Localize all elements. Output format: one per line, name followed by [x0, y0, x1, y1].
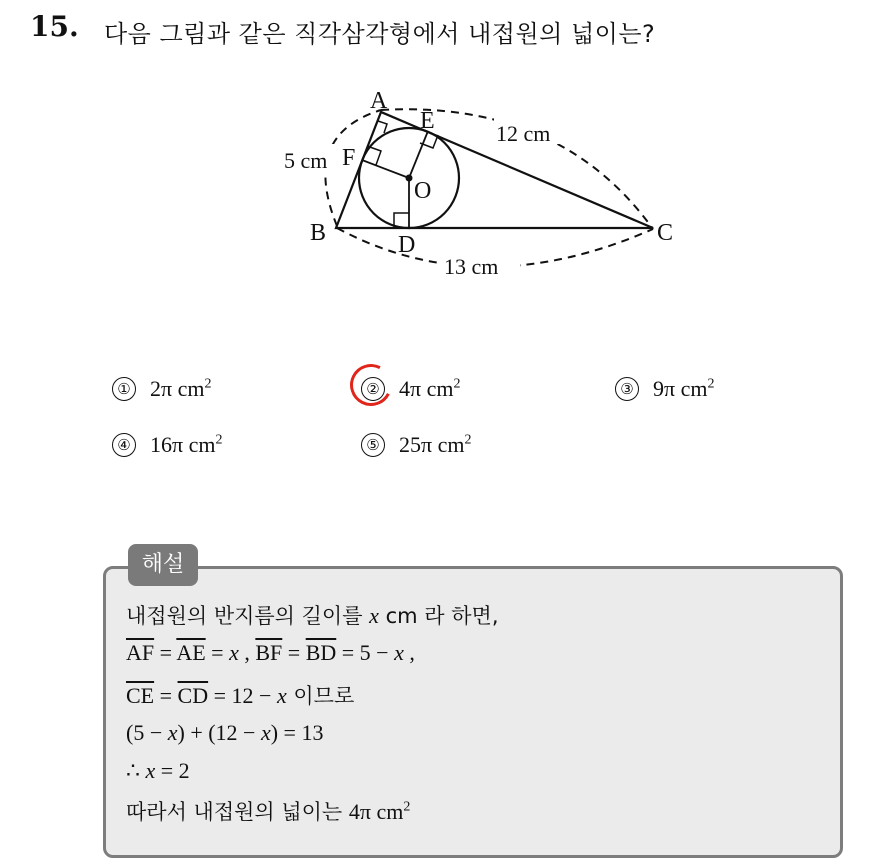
choice-number: ⑤ [361, 433, 385, 457]
choice-number: ② [361, 377, 385, 401]
choice-3[interactable] [615, 376, 714, 402]
choice-1[interactable] [112, 376, 211, 402]
label-b: B [310, 220, 327, 246]
answer-circle-mark [345, 359, 398, 412]
choice-number: ④ [112, 433, 136, 457]
radius-oe [409, 131, 428, 178]
choice-exponent: 2 [464, 432, 472, 448]
radius-of [362, 160, 409, 178]
choice-exponent: 2 [707, 376, 715, 392]
label-c: C [657, 220, 674, 246]
label-o: O [414, 178, 432, 204]
choice-number: ③ [615, 377, 639, 401]
solution-line-3: $\overline{CE} = \overline{CD} = 12 - x$ 이므로 [126, 683, 355, 708]
solution-line-5: ∴ x = 2 [126, 758, 190, 783]
solution-tag: 해설 [128, 544, 198, 586]
choice-value: 25π cm [399, 432, 465, 457]
right-angle-a [378, 121, 387, 133]
choice-value: 4π cm [399, 376, 454, 401]
choice-4[interactable] [112, 432, 222, 458]
question-number: 15. [30, 10, 79, 43]
solution-line-2: $\overline{AF} = \overline{AE} = x$ , $\overline{BF} = \overline{BD} = 5 - x$ , [126, 640, 415, 665]
center-o [406, 175, 413, 182]
choice-value: 16π cm [150, 432, 216, 457]
choice-exponent: 2 [215, 432, 223, 448]
length-ab: 5 cm [284, 148, 328, 173]
choice-exponent: 2 [204, 376, 212, 392]
label-a: A [370, 88, 388, 114]
choice-5[interactable] [361, 432, 471, 458]
label-d: D [398, 232, 416, 258]
length-ac: 12 cm [496, 121, 551, 146]
choice-value: 2π cm [150, 376, 205, 401]
label-e: E [420, 108, 435, 134]
choice-value: 9π cm [653, 376, 708, 401]
question-text: 다음 그림과 같은 직각삼각형에서 내접원의 넓이는? [104, 20, 656, 48]
triangle-figure [0, 0, 884, 320]
length-bc: 13 cm [444, 254, 499, 279]
solution-line-6: 따라서 내접원의 넓이는 4π $cm^2$ [126, 799, 411, 824]
label-f: F [342, 145, 356, 171]
solution-line-4: (5 − x) + (12 − x) = 13 [126, 720, 324, 745]
choice-number: ① [112, 377, 136, 401]
solution-line-1: 내접원의 반지름의 길이를 x cm 라 하면, [126, 603, 499, 628]
choice-exponent: 2 [453, 376, 461, 392]
